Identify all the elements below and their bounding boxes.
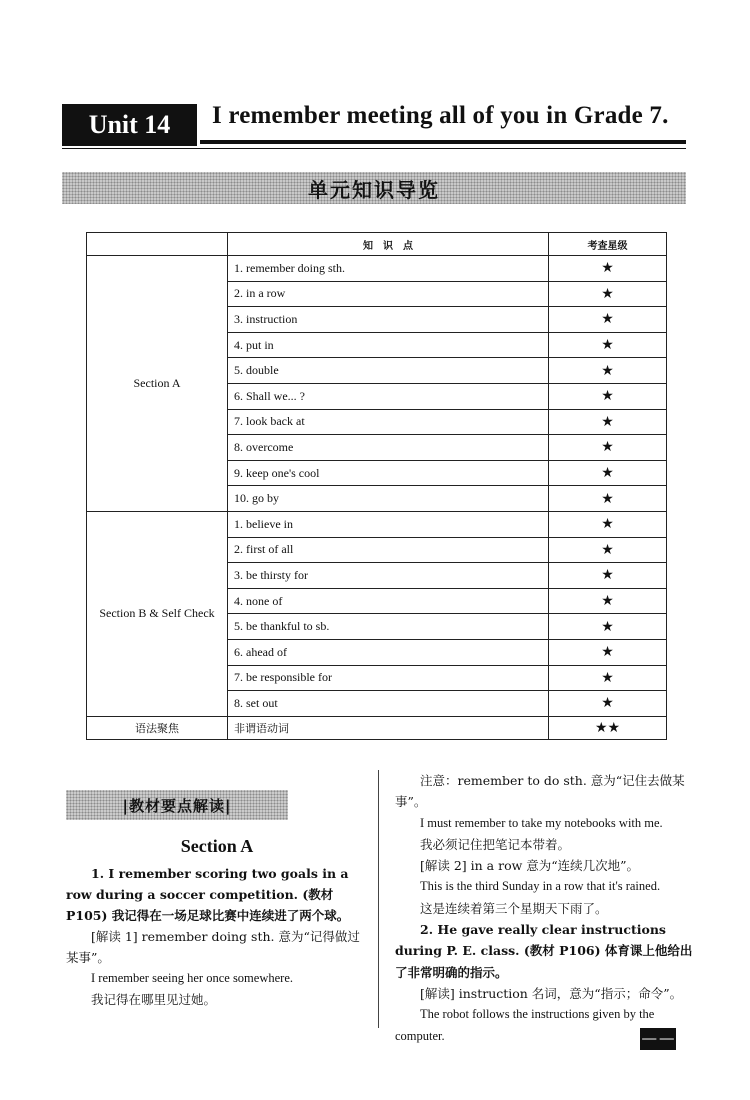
- star-rating: ★: [549, 511, 667, 537]
- table-header-row: [87, 233, 667, 256]
- star-rating: ★: [549, 383, 667, 409]
- table-cell-item: 5. double: [228, 358, 549, 384]
- section-label: Section B & Self Check: [87, 511, 228, 716]
- table-row-grammar: [87, 716, 667, 739]
- example-sentence-1: 1. I remember scoring two goals in a row during a soccer competition. (教材 P105) 我记得在一场足球比赛中连续进了两个球。: [66, 866, 350, 923]
- title-rule: [200, 140, 686, 144]
- key-points-label: |教材要点解读|: [122, 796, 232, 815]
- title-rule-thin: [62, 148, 686, 149]
- banner-label: 单元知识导览: [308, 177, 440, 202]
- table-cell-item: 8. set out: [228, 691, 549, 717]
- grammar-item: 非谓语动词: [228, 716, 549, 739]
- table-cell-item: 7. be responsible for: [228, 665, 549, 691]
- star-rating: ★: [549, 588, 667, 614]
- star-rating: ★: [549, 614, 667, 640]
- star-rating: ★: [549, 358, 667, 384]
- star-rating: ★: [549, 665, 667, 691]
- table-cell-item: 10. go by: [228, 486, 549, 512]
- table-header-blank: [87, 233, 228, 256]
- unit-label: Unit 14: [88, 110, 171, 139]
- star-rating: ★★: [549, 716, 667, 739]
- star-rating: ★: [549, 256, 667, 282]
- right-column: [395, 770, 693, 1047]
- table-cell-item: 4. put in: [228, 332, 549, 358]
- table-cell-item: 7. look back at: [228, 409, 549, 435]
- section-label: Section A: [87, 256, 228, 512]
- table-cell-item: 5. be thankful to sb.: [228, 614, 549, 640]
- star-rating: ★: [549, 537, 667, 563]
- explanation-3: [解读] instruction 名词，意为“指示；命令”。: [420, 985, 683, 1001]
- table-cell-item: 2. first of all: [228, 537, 549, 563]
- star-rating: ★: [549, 409, 667, 435]
- table-cell-item: 3. be thirsty for: [228, 563, 549, 589]
- unit-badge: [62, 104, 197, 146]
- table-cell-item: 1. remember doing sth.: [228, 256, 549, 282]
- knowledge-table: [86, 232, 667, 740]
- star-rating: ★: [549, 281, 667, 307]
- table-cell-item: 6. Shall we... ?: [228, 383, 549, 409]
- star-rating: ★: [549, 486, 667, 512]
- table-cell-item: 4. none of: [228, 588, 549, 614]
- example-zh: 这是连续着第三个星期天下雨了。: [420, 900, 608, 916]
- star-rating: ★: [549, 307, 667, 333]
- star-rating: ★: [549, 435, 667, 461]
- table-cell-item: 3. instruction: [228, 307, 549, 333]
- left-column: [66, 836, 368, 1010]
- example-en: I remember seeing her once somewhere.: [91, 971, 293, 985]
- example-en: The robot follows the instructions given by the computer.: [395, 1007, 655, 1043]
- note: 注意：remember to do sth. 意为“记住去做某事”。: [395, 773, 685, 810]
- table-cell-item: 6. ahead of: [228, 639, 549, 665]
- table-cell-item: 1. believe in: [228, 511, 549, 537]
- page-number: — —: [640, 1028, 676, 1050]
- example-en: I must remember to take my notebooks with me.: [420, 815, 663, 830]
- table-cell-item: 9. keep one's cool: [228, 460, 549, 486]
- column-divider: [378, 770, 379, 1028]
- star-rating: ★: [549, 691, 667, 717]
- table-cell-item: 8. overcome: [228, 435, 549, 461]
- example-sentence-2: 2. He gave really clear instructions during P. E. class. (教材 P106) 体育课上他给出了非常明确的指示。: [395, 922, 693, 980]
- table-header-stars: 考查星级: [549, 233, 667, 256]
- explanation-2: [解读 2] in a row 意为“连续几次地”。: [420, 858, 640, 874]
- example-zh: 我记得在哪里见过她。: [91, 992, 217, 1007]
- grammar-label: 语法聚焦: [87, 716, 228, 739]
- example-en: This is the third Sunday in a row that it's rained.: [420, 879, 661, 894]
- table-row: [87, 511, 667, 537]
- page-title: I remember meeting all of you in Grade 7.: [212, 102, 669, 129]
- star-rating: ★: [549, 332, 667, 358]
- explanation-1: [解读 1] remember doing sth. 意为“记得做过某事”。: [66, 929, 360, 965]
- knowledge-overview-banner: [62, 172, 686, 204]
- star-rating: ★: [549, 639, 667, 665]
- table-cell-item: 2. in a row: [228, 281, 549, 307]
- star-rating: ★: [549, 563, 667, 589]
- section-heading: Section A: [180, 836, 254, 856]
- key-points-banner: [66, 790, 288, 820]
- table-row: [87, 256, 667, 282]
- example-zh: 我必须记住把笔记本带着。: [420, 836, 571, 852]
- table-header-knowledge: 知 识 点: [228, 233, 549, 256]
- star-rating: ★: [549, 460, 667, 486]
